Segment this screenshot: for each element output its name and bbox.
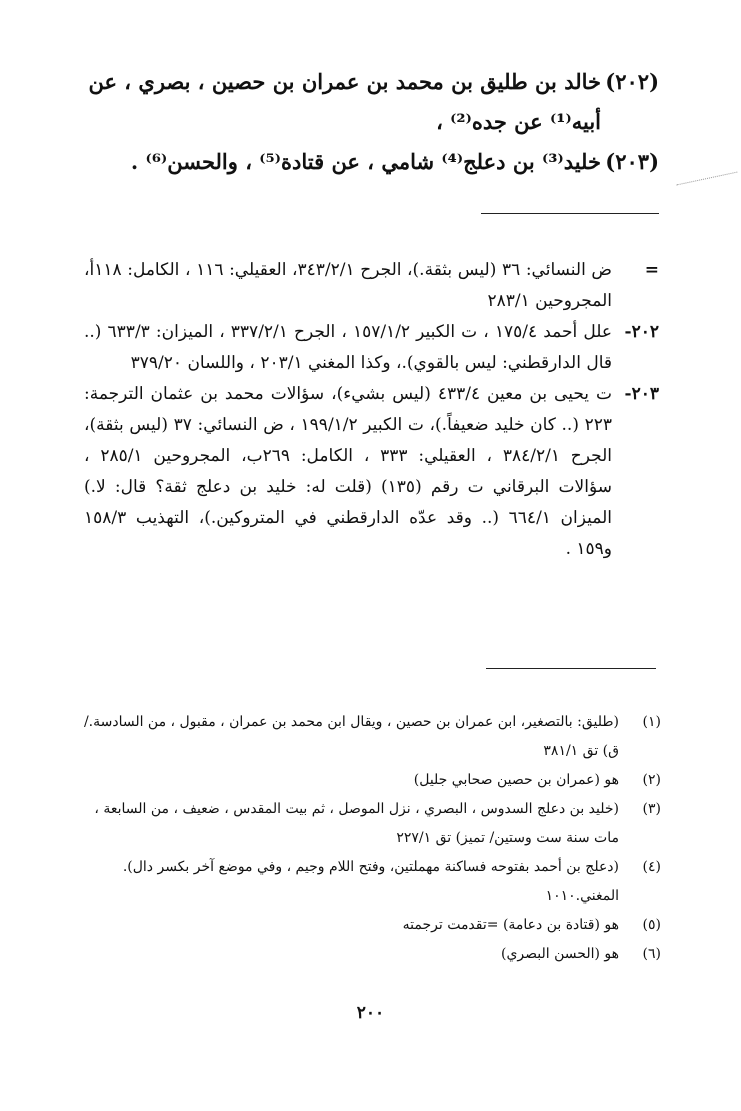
- comment-text: ض النسائي: ٣٦ (ليس بثقة.)، الجرح ٣٤٣/٢/١، العقيلي: ١١٦ ، الكامل: ١١٨أ، المجروحين ٢٨٣/١: [84, 260, 612, 311]
- entry-text: خالد بن طليق بن محمد بن عمران بن حصين ، بصري ، عن أبيه⁽¹⁾ عن جده⁽²⁾ ،: [88, 69, 601, 134]
- footnote-text: هو (الحسن البصري): [501, 946, 619, 962]
- entry-202: [84, 62, 659, 142]
- footnote-5: [83, 911, 661, 940]
- footnote-number: (١): [642, 714, 661, 730]
- footnote-2: [83, 766, 661, 795]
- comment-continuation: [84, 255, 659, 317]
- narrator-entries: [84, 62, 659, 182]
- comment-text: ت يحيى بن معين ٤٣٣/٤ (ليس بشيء)، سؤالات محمد بن عثمان الترجمة: ٢٢٣ (.. كان خليد ضعيفاً.)، ت الكبير ١٩٩/١/٢ ، ض النسائي: ٣٧ (ليس بثقة)، الجرح ٣٨٤/٢/١ ، العقيلي: ٣٣٣ ، الكامل: ٢٦٩ب، المجروحين ٢٨٥/١ ، سؤالات البرقاني ت رقم (١٣٥) (قلت له: خليد بن دعلج ثقة؟ قال: لا.) الميزان ٦٦٤/١ (.. وقد عدّه الدارقطني في المتروكين.)، التهذيب ١٥٨/٣ و١٥٩ .: [84, 384, 613, 559]
- footnote-3: [83, 795, 661, 853]
- footnote-text: (دعلج بن أحمد بفتوحه فساكنة مهملتين، وفتح اللام وجيم ، وفي موضع آخر بكسر دال). المغني.١٠١٠: [122, 859, 619, 904]
- footnote-number: (٢): [642, 772, 661, 788]
- comment-text: علل أحمد ١٧٥/٤ ، ت الكبير ١٥٧/١/٢ ، الجرح ٣٣٧/٢/١ ، الميزان: ٦٣٣/٣ (.. قال الدارقطني: ليس بالقوي).، وكذا المغني ٢٠٣/١ ، واللسان ٣٧٩/٢٠: [84, 322, 612, 373]
- comment-number: =: [644, 260, 659, 280]
- footnote-number: (٥): [642, 917, 661, 933]
- comment-number: ٢٠٢-: [624, 322, 659, 342]
- section-divider: [481, 213, 659, 214]
- footnote-text: هو (عمران بن حصين صحابي جليل): [413, 772, 619, 788]
- entry-number: (٢٠٢): [605, 69, 659, 94]
- footnote-number: (٤): [642, 859, 661, 875]
- footnote-4: [83, 853, 661, 911]
- footnote-1: [83, 708, 661, 766]
- entry-number: (٢٠٣): [605, 149, 659, 174]
- entry-203: [84, 142, 659, 182]
- commentary-block: [84, 255, 659, 565]
- footnote-text: (خليد بن دعلج السدوس ، البصري ، نزل الموصل ، ثم بيت المقدس ، ضعيف ، من السابعة ، مات سنة ست وستين/ تميز) تق ٢٢٧/١: [94, 801, 619, 846]
- footnote-number: (٦): [642, 946, 661, 962]
- page-number: ٢٠٠: [356, 1003, 385, 1023]
- footnote-divider: [486, 668, 656, 669]
- comment-202: [84, 317, 659, 379]
- footnote-number: (٣): [642, 801, 661, 817]
- entry-text: خليد⁽³⁾ بن دعلج⁽⁴⁾ شامي ، عن قتادة⁽⁵⁾ ، والحسن⁽⁶⁾ .: [130, 149, 601, 174]
- comment-203: [84, 379, 659, 565]
- footnotes: [83, 708, 661, 969]
- footnote-6: [83, 940, 661, 969]
- scan-artifact: [677, 172, 738, 186]
- footnote-text: هو (قتادة بن دعامة) =تقدمت ترجمته: [402, 917, 619, 933]
- footnote-text: (طليق: بالتصغير، ابن عمران بن حصين ، ويقال ابن محمد بن عمران ، مقبول ، من السادسة./ق) تق ٣٨١/١: [83, 714, 619, 759]
- comment-number: ٢٠٣-: [624, 384, 659, 404]
